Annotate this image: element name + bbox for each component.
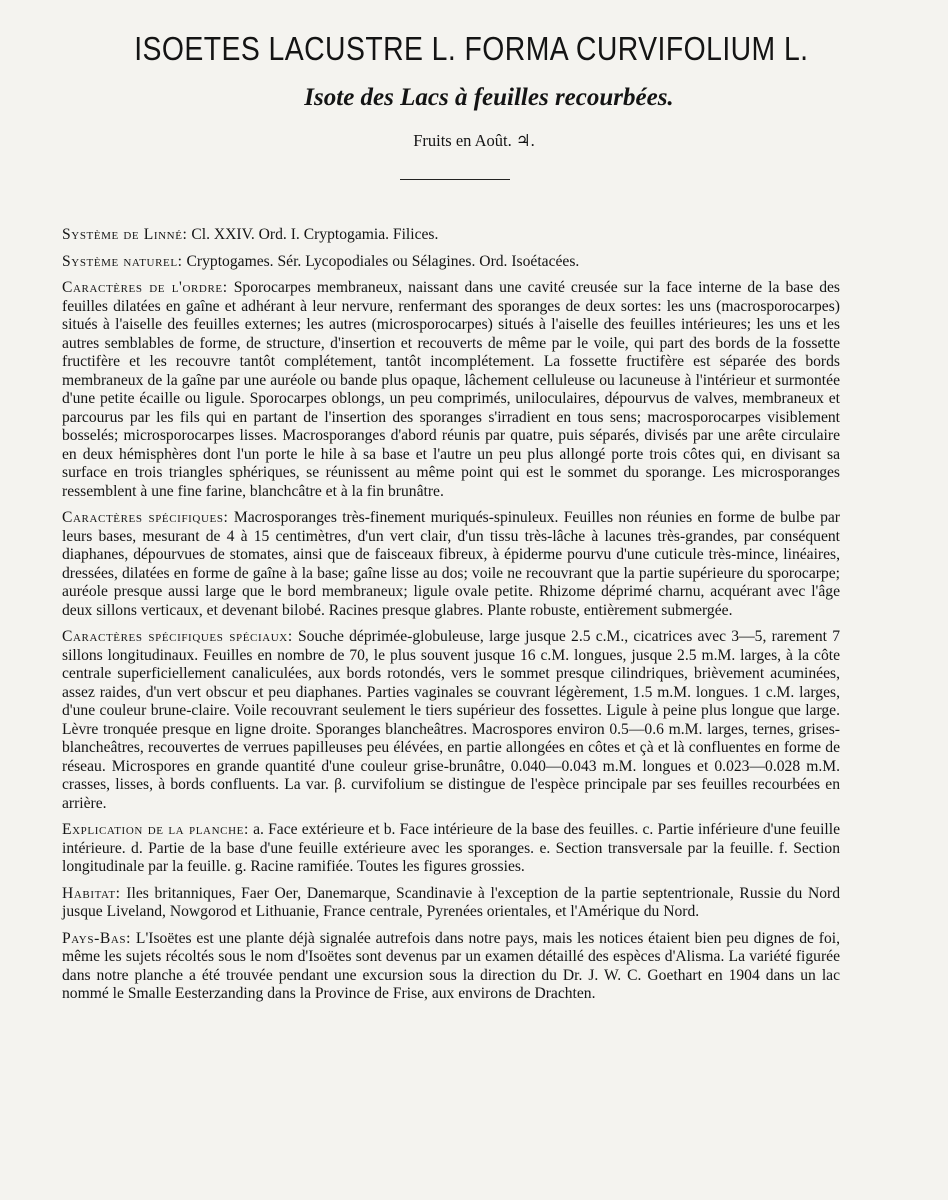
section-label-naturel: Système naturel: xyxy=(62,252,183,270)
paragraph-naturel xyxy=(62,253,840,272)
section-label-specifiques: Caractères spécifiques: xyxy=(62,509,229,526)
page-title: ISOETES LACUSTRE L. FORMA CURVIFOLIUM L. xyxy=(134,30,809,67)
section-label-linne: Système de Linné: xyxy=(62,226,188,243)
section-label-habitat: Habitat: xyxy=(62,884,121,902)
paragraph-paysbas xyxy=(62,930,840,1004)
paragraph-habitat xyxy=(62,885,840,922)
section-text-explication: a. Face extérieure et b. Face intérieure de la base des feuilles. c. Partie inférieure d'une feuille intérieure. d. Partie de la base d'une feuille extérieure avec les sporanges. e. Section transversale par la feuille. f. Section longitudinale par la feuille. g. Racine ramifiée. Toutes les figures grossies. xyxy=(62,821,840,875)
section-label-speciaux: Caractères spécifiques spéciaux: xyxy=(62,628,293,645)
section-text-speciaux: Souche déprimée-globuleuse, large jusque 2.5 c.M., cicatrices avec 3—5, rarement 7 sillons longitudinaux. Feuilles en nombre de 70, le plus souvent jusque 16 c.M. longues, jusque 2.5 m.M. larges, à la côte centrale superficiellement canaliculées, aux bords rotondés, vers le sommet presque cilindriques, brièvement acuminées, assez raides, d'un vert obscur et peu diaphanes. Parties vaginales se couvrant légèrement, 1.5 m.M. longues. 1 c.M. larges, d'une couleur brune-claire. Voile recouvrant seulement le tiers supérieur des fossettes. Ligule à peine plus longue que large. Lèvre tronquée presque en ligne droite. Sporanges blancheâtres. Macrospores environ 0.5—0.6 m.M. larges, ternes, grises-blancheâtres, recouvertes de verrues papilleuses peu élévées, en partie allongées en côtes et çà et là confluentes en forme de réseau. Microspores en grande quantité d'une couleur grise-brunâtre, 0.040—0.043 m.M. longues et 0.023—0.028 m.M. crasses, lisses, à bords confluents. La var. β. curvifolium se distingue de l'espèce principale par ses feuilles recourbées en arrière. xyxy=(62,628,840,812)
section-label-explication: Explication de la planche: xyxy=(62,821,249,838)
section-text-ordre: Sporocarpes membraneux, naissant dans une cavité creusée sur la face interne de la base des feuilles dilatées en gaîne et adhérant à leur nervure, renfermant des sporanges de deux sortes: les uns (macrosporocarpes) situés à l'aiselle des feuilles externes; les autres (microsporocarpes) situés à l'aiselle des feuilles intérieures; les uns et les autres semblables de forme, de structure, d'insertion et recouverts de même par le voile, qui part des bords de la fossette fructifère et les recouvre tantôt complétement, tantôt incomplétement. La fossette fructifère est séparée des bords membraneux de la gaîne par une auréole ou bande plus opaque, lâchement celluleuse ou lacuneuse à l'intérieur et surmontée d'une petite écaille ou ligule. Sporocarpes oblongs, un peu comprimés, uniloculaires, dépourvus de valves, membraneux et parcourus par les fils qui en partant de l'insertion des sporanges s'irradient en tous sens; macrosporocarpes visiblement bosselés; microsporocarpes lisses. Macrosporanges d'abord réunis par quatre, puis séparés, divisés par une arête circulaire en deux hémisphères dont l'un porte le hile à sa base et l'autre un peu plus allongé porte trois côtes qui, en divisant sa surface en trois triangles sphériques, se réunissent au même point qui est le sommet du sporange. Les microsporanges ressemblent à une fine farine, blanchcâtre et à la fin brunâtre. xyxy=(62,279,840,500)
section-text-naturel: Cryptogames. Sér. Lycopodiales ou Sélagines. Ord. Isoétacées. xyxy=(186,252,580,270)
fruiting-note: Fruits en Août. ♃. xyxy=(413,131,535,150)
divider-rule xyxy=(400,179,510,180)
section-label-paysbas: Pays-Bas: xyxy=(62,929,132,947)
paragraph-specifiques xyxy=(62,509,840,620)
paragraph-linne xyxy=(62,226,840,245)
section-text-paysbas: L'Isoëtes est une plante déjà signalée autrefois dans notre pays, mais les notices étaient bien peu dignes de foi, même les sujets récoltés sous le nom d'Isoëtes sont devenus par un examen détaillé des espèces d'Alisma. La variété figurée dans notre planche a été trouvée pendant une excursion sous la direction du Dr. J. W. C. Goethart en 1904 dans un lac nommé le Smalle Eesterzanding dans la Province de Frise, aux environs de Drachten. xyxy=(62,929,840,1002)
page-subtitle: Isote des Lacs à feuilles recourbées. xyxy=(304,84,674,111)
document-body xyxy=(62,226,840,1012)
section-text-specifiques: Macrosporanges très-finement muriqués-spinuleux. Feuilles non réunies en forme de bulbe par leurs bases, mesurant de 4 à 15 centimètres, d'un vert clair, d'un tissu très-lâche à lacunes très-grandes, par conséquent diaphanes, dépourvues de stomates, ainsi que de faisceaux fibreux, à épiderme pourvu d'une cuticule très-mince, linéaires, dressées, dilatées en forme de gaîne à la base; gaîne lisse au dos; voile ne recouvrant que la partie supérieure du sporocarpe; auréole presque aussi large que le bord membraneux; ligule ovale petite. Rhizome déprimé charnu, acquérant avec l'âge deux sillons verticaux, et devenant bilobé. Racines presque glabres. Plante robuste, entièrement submergée. xyxy=(62,509,840,619)
paragraph-explication xyxy=(62,821,840,877)
section-text-habitat: Iles britanniques, Faer Oer, Danemarque, Scandinavie à l'exception de la partie septentrionale, Russie du Nord jusque Liveland, Nowgorod et Lithuanie, France centrale, Pyrenées orientales, et l'Amérique du Nord. xyxy=(62,884,840,920)
paragraph-ordre xyxy=(62,279,840,501)
section-text-linne: Cl. XXIV. Ord. I. Cryptogamia. Filices. xyxy=(191,226,439,243)
section-label-ordre: Caractères de l'ordre: xyxy=(62,279,228,296)
paragraph-speciaux xyxy=(62,628,840,813)
